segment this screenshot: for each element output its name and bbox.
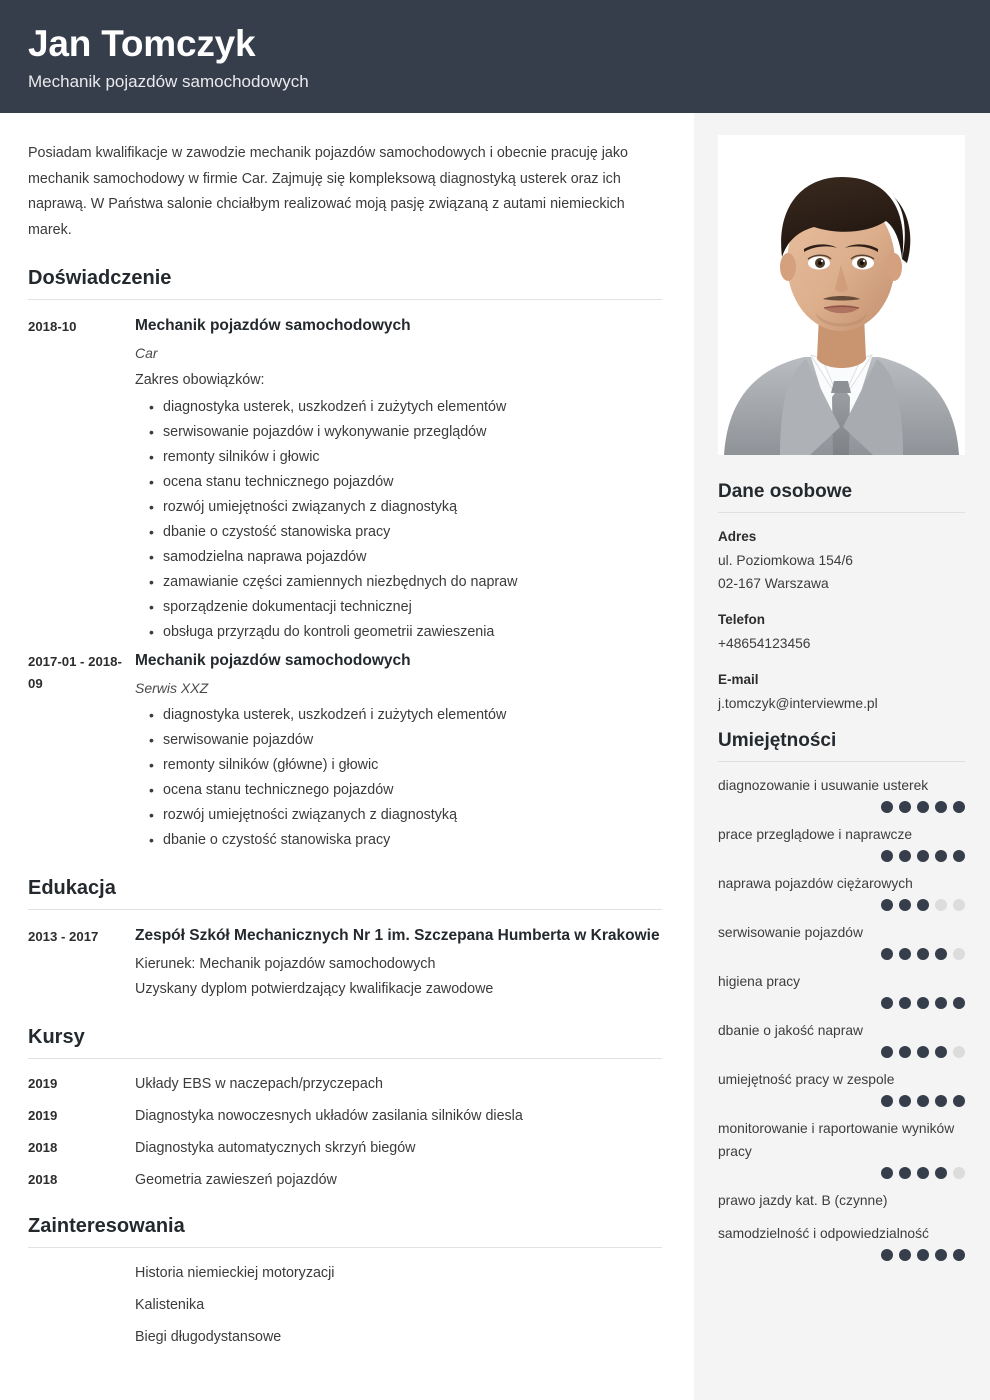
responsibility-item: • serwisowanie pojazdów i wykonywanie przeglądów (149, 420, 662, 445)
skill-dot-filled (917, 1167, 929, 1179)
personal-field-value: j.tomczyk@interviewme.pl (718, 696, 878, 711)
skill-dot-filled (899, 997, 911, 1009)
skill-dot-empty (953, 1167, 965, 1179)
skill-rating (718, 800, 965, 813)
interest-name: Biegi długodystansowe (135, 1329, 282, 1345)
skill-name: serwisowanie pojazdów (718, 925, 863, 940)
personal-field-value: ul. Poziomkowa 154/6 (718, 553, 853, 568)
skill-dot-filled (935, 850, 947, 862)
responsibility-item: • samodzielna naprawa pojazdów (149, 545, 662, 570)
skill-rating (718, 849, 965, 862)
section-divider (28, 909, 662, 910)
section-divider (28, 1247, 662, 1248)
skill-dot-filled (899, 801, 911, 813)
entry-date (28, 1262, 135, 1284)
skill-name: umiejętność pracy w zespole (718, 1072, 895, 1087)
experience-entry (28, 314, 662, 645)
skill-name: samodzielność i odpowiedzialność (718, 1226, 929, 1241)
skill-dot-filled (881, 1046, 893, 1058)
skill-dot-filled (953, 850, 965, 862)
courses-list (28, 1073, 662, 1191)
skill-dot-empty (953, 1046, 965, 1058)
section-title-education: Edukacja (28, 877, 116, 899)
skill-rating (718, 1248, 965, 1261)
skill-rating (718, 996, 965, 1009)
skill-dot-filled (953, 997, 965, 1009)
responsibility-item: • remonty silników (główne) i głowic (149, 753, 662, 778)
skill-dot-filled (899, 850, 911, 862)
sidebar-divider (718, 512, 965, 513)
skill-dot-filled (881, 899, 893, 911)
skill-dot-empty (935, 899, 947, 911)
entry-date: 2017-01 - 2018-09 (28, 654, 122, 691)
responsibility-item: • dbanie o czystość stanowiska pracy (149, 520, 662, 545)
candidate-name: Jan Tomczyk (28, 23, 256, 64)
course-entry (28, 1073, 662, 1095)
skill-name: higiena pracy (718, 974, 801, 989)
sidebar-section-personal (718, 479, 965, 715)
course-entry (28, 1137, 662, 1159)
sidebar-title-personal: Dane osobowe (718, 481, 853, 502)
responsibility-item: • zamawianie części zamiennych niezbędnych do napraw (149, 570, 662, 595)
education-list (28, 924, 662, 1002)
entry-date: 2018 (28, 1172, 58, 1187)
entry-body (135, 314, 662, 645)
responsibility-item: • diagnostyka usterek, uszkodzeń i zużytych elementów (149, 395, 662, 420)
skill-dot-filled (935, 1249, 947, 1261)
course-name: Układy EBS w naczepach/przyczepach (135, 1076, 383, 1092)
course-name: Diagnostyka nowoczesnych układów zasilania silników diesla (135, 1108, 523, 1124)
education-note: Uzyskany dyplom potwierdzający kwalifikacje zawodowe (135, 981, 494, 997)
skill-item (718, 823, 965, 862)
entry-company: Serwis XXZ (135, 680, 209, 696)
skill-dot-filled (917, 1095, 929, 1107)
skill-dot-filled (917, 899, 929, 911)
entry-date: 2019 (28, 1076, 58, 1091)
sidebar-column (694, 113, 990, 1271)
entry-date: 2018-10 (28, 319, 77, 334)
responsibility-item: • sporządzenie dokumentacji technicznej (149, 595, 662, 620)
responsibility-item: • ocena stanu technicznego pojazdów (149, 470, 662, 495)
entry-date (28, 1326, 135, 1348)
skill-name: diagnozowanie i usuwanie usterek (718, 778, 929, 793)
skills-list (718, 774, 965, 1261)
skill-dot-filled (899, 948, 911, 960)
candidate-job-title: Mechanik pojazdów samochodowych (28, 72, 309, 91)
entry-body (135, 924, 662, 1002)
skill-dot-filled (881, 948, 893, 960)
responsibility-item: • rozwój umiejętności związanych z diagnostyką (149, 803, 662, 828)
section-experience (28, 265, 662, 853)
skill-item (718, 1019, 965, 1058)
skill-dot-filled (935, 997, 947, 1009)
section-title-courses: Kursy (28, 1026, 85, 1048)
education-school: Zespół Szkół Mechanicznych Nr 1 im. Szczepana Humberta w Krakowie (135, 927, 660, 944)
experience-entry (28, 649, 662, 853)
skill-item (718, 872, 965, 911)
skill-dot-filled (953, 801, 965, 813)
skill-item (718, 921, 965, 960)
skill-dot-filled (935, 1167, 947, 1179)
skill-dot-filled (935, 948, 947, 960)
education-entry (28, 924, 662, 1002)
section-courses (28, 1024, 662, 1191)
skill-dot-filled (917, 1046, 929, 1058)
skill-dot-filled (899, 899, 911, 911)
skill-dot-filled (881, 850, 893, 862)
skill-dot-filled (917, 850, 929, 862)
personal-field-value: +48654123456 (718, 636, 811, 651)
interest-entry (28, 1262, 662, 1284)
entry-date: 2013 - 2017 (28, 929, 99, 944)
interest-entry (28, 1294, 662, 1316)
course-name: Diagnostyka automatycznych skrzyń biegów (135, 1140, 416, 1156)
skill-dot-filled (935, 1046, 947, 1058)
skill-dot-filled (899, 1249, 911, 1261)
personal-field (718, 608, 965, 655)
responsibility-item: • remonty silników i głowic (149, 445, 662, 470)
skill-item (718, 1068, 965, 1107)
section-title-interests: Zainteresowania (28, 1215, 185, 1237)
skill-name: naprawa pojazdów ciężarowych (718, 876, 913, 891)
skill-dot-filled (881, 1095, 893, 1107)
personal-field-label: Telefon (718, 612, 765, 627)
skill-dot-filled (881, 801, 893, 813)
interest-name: Historia niemieckiej motoryzacji (135, 1265, 335, 1281)
profile-summary: Posiadam kwalifikacje w zawodzie mechanik pojazdów samochodowych i obecnie pracuję jako mechanik samochodowy w firmie Car. Zajmuję się kompleksową diagnostyką usterek oraz ich naprawą. W Państwa salonie chciałbym realizować moją pasję związaną z autami niemieckich marek. (28, 145, 628, 238)
entry-date: 2018 (28, 1140, 58, 1155)
personal-field-label: E-mail (718, 672, 759, 687)
skill-name: monitorowanie i raportowanie wyników pracy (718, 1121, 955, 1159)
skill-rating (718, 1094, 965, 1107)
responsibility-list (135, 395, 662, 645)
responsibility-item: • diagnostyka usterek, uszkodzeń i zużytych elementów (149, 703, 662, 728)
section-title-experience: Doświadczenie (28, 267, 172, 289)
entry-date (28, 1294, 135, 1316)
skill-name: dbanie o jakość napraw (718, 1023, 863, 1038)
skill-dot-filled (881, 1249, 893, 1261)
skill-dot-filled (917, 1249, 929, 1261)
responsibility-list (135, 703, 662, 853)
section-education (28, 875, 662, 1002)
personal-fields (718, 525, 965, 715)
skill-dot-filled (917, 948, 929, 960)
course-entry (28, 1169, 662, 1191)
skill-rating (718, 898, 965, 911)
responsibility-item: • obsługa przyrządu do kontroli geometrii zawieszenia (149, 620, 662, 645)
interest-entry (28, 1326, 662, 1348)
skill-dot-filled (881, 997, 893, 1009)
skill-name: prace przeglądowe i naprawcze (718, 827, 913, 842)
skill-dot-empty (953, 948, 965, 960)
skill-dot-filled (899, 1046, 911, 1058)
sidebar-title-skills: Umiejętności (718, 730, 837, 751)
skill-dot-filled (881, 1167, 893, 1179)
course-name: Geometria zawieszeń pojazdów (135, 1172, 337, 1188)
skill-dot-filled (953, 1095, 965, 1107)
entry-role: Mechanik pojazdów samochodowych (135, 317, 411, 334)
skill-item (718, 1117, 965, 1179)
skill-dot-filled (953, 1249, 965, 1261)
main-column (0, 113, 694, 1370)
skill-dot-filled (935, 1095, 947, 1107)
skill-dot-filled (917, 801, 929, 813)
candidate-photo (718, 135, 965, 455)
course-entry (28, 1105, 662, 1127)
experience-list (28, 314, 662, 853)
personal-field (718, 525, 965, 595)
skill-dot-filled (899, 1167, 911, 1179)
cv-header (0, 0, 990, 113)
skill-item (718, 774, 965, 813)
personal-field (718, 668, 965, 715)
section-interests (28, 1213, 662, 1348)
skill-name: prawo jazdy kat. B (czynne) (718, 1193, 888, 1208)
personal-field-value: 02-167 Warszawa (718, 576, 829, 591)
skill-dot-empty (953, 899, 965, 911)
skill-rating (718, 947, 965, 960)
responsibility-item: • serwisowanie pojazdów (149, 728, 662, 753)
interests-list (28, 1262, 662, 1348)
skill-rating (718, 1166, 965, 1179)
skill-dot-filled (899, 1095, 911, 1107)
entry-company: Car (135, 345, 158, 361)
skill-rating (718, 1045, 965, 1058)
entry-role: Mechanik pojazdów samochodowych (135, 652, 411, 669)
interest-name: Kalistenika (135, 1297, 205, 1313)
skill-item (718, 1222, 965, 1261)
skill-item (718, 1189, 965, 1212)
section-divider (28, 1058, 662, 1059)
responsibility-item: • rozwój umiejętności związanych z diagnostyką (149, 495, 662, 520)
personal-field-label: Adres (718, 529, 757, 544)
sidebar-section-skills (718, 728, 965, 1261)
skill-dot-filled (935, 801, 947, 813)
entry-date: 2019 (28, 1108, 58, 1123)
section-divider (28, 299, 662, 300)
skill-item (718, 970, 965, 1009)
education-note: Kierunek: Mechanik pojazdów samochodowych (135, 956, 436, 972)
skill-dot-filled (917, 997, 929, 1009)
responsibility-item: • ocena stanu technicznego pojazdów (149, 778, 662, 803)
responsibility-item: • dbanie o czystość stanowiska pracy (149, 828, 662, 853)
entry-body (135, 649, 662, 853)
entry-lead: Zakres obowiązków: (135, 372, 265, 388)
sidebar-divider (718, 761, 965, 762)
